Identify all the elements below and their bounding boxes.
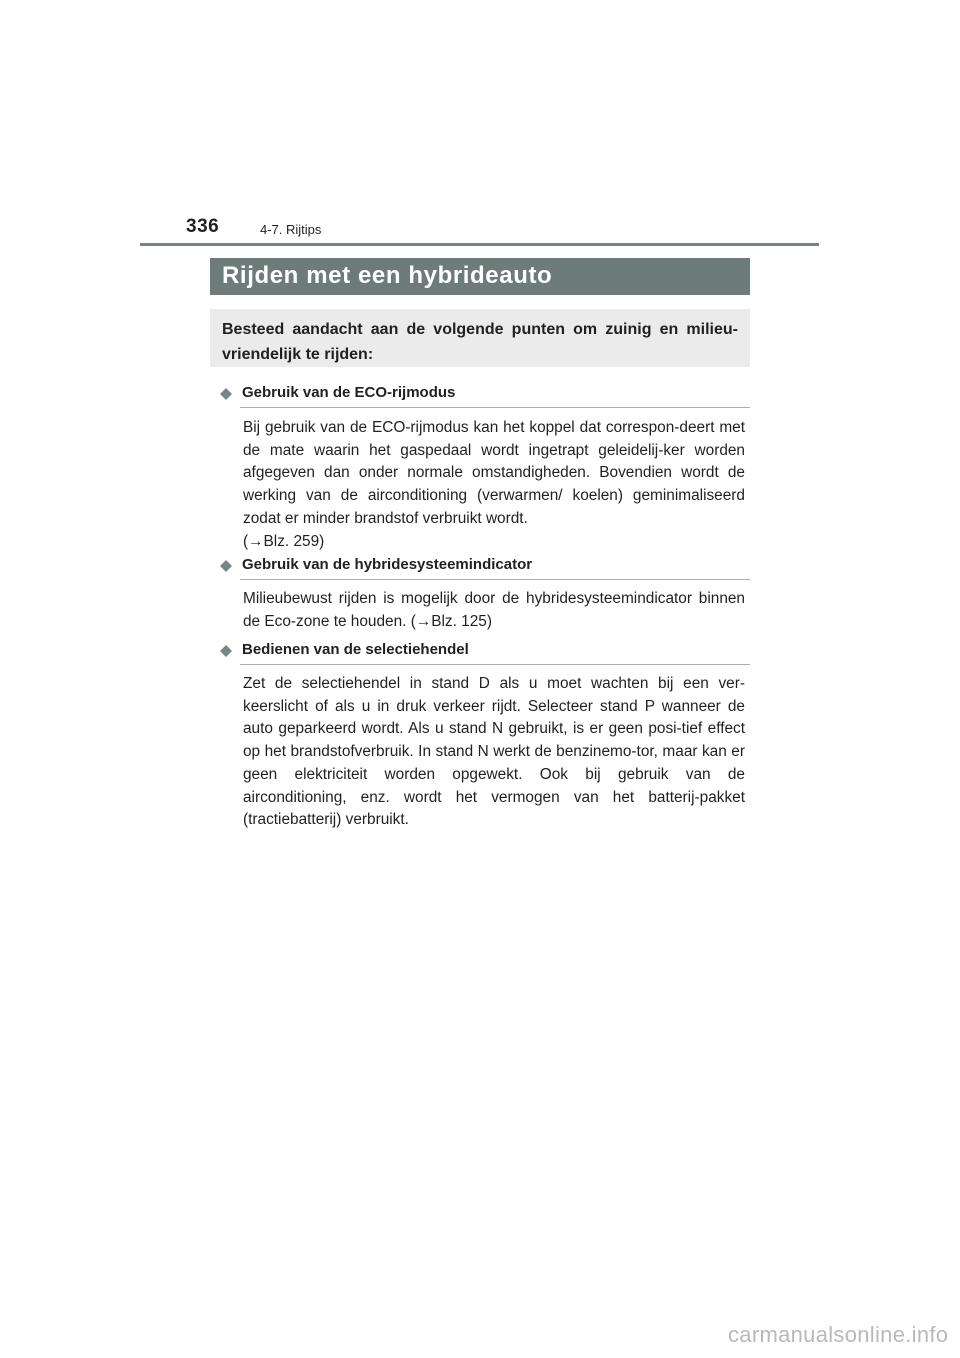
section-label: 4-7. Rijtips — [260, 222, 322, 237]
page-reference-link[interactable]: (→Blz. 259) — [243, 532, 325, 550]
paragraph-text: Zet de selectiehendel in stand D als u moet wachten bij een ver-keerslicht of als u in druk verkeer rijdt. Selecteer stand P wanneer de auto geparkeerd wordt. Als u stand N gebruikt, is er geen posi-tief effect op het brandstofverbruik. In stand N werkt de benzinemo-tor, maar kan er geen elektriciteit worden opgewekt. Ook bij gebruik van de airconditioning, enz. wordt het vermogen van het batterij-pakket (tractiebatterij) verbruikt. — [243, 675, 745, 829]
watermark: carmanualsonline.info — [728, 1322, 949, 1347]
sub-heading-rule — [240, 664, 750, 665]
sub-heading-rule — [240, 407, 750, 408]
page-title: Rijden met een hybrideauto — [222, 262, 553, 289]
intro-text: Besteed aandacht aan de volgende punten om zuinig en milieu-vriendelijk te rijden: — [222, 321, 738, 363]
page-number: 336 — [186, 216, 220, 237]
diamond-icon — [220, 560, 232, 572]
section-body-hybrid-indicator — [243, 588, 745, 633]
intro-box — [210, 309, 750, 367]
sub-heading-label: Gebruik van de ECO-rijmodus — [242, 384, 456, 401]
diamond-icon — [220, 645, 232, 657]
title-bar — [210, 258, 750, 295]
sub-heading-selector-lever — [220, 640, 750, 665]
header-rule — [140, 243, 819, 246]
sub-heading-eco-mode — [220, 383, 750, 408]
diamond-icon — [220, 388, 232, 400]
sub-heading-label: Bedienen van de selectiehendel — [242, 641, 469, 658]
paragraph-text: Bij gebruik van de ECO-rijmodus kan het koppel dat correspon-deert met de mate waarin het gaspedaal wordt ingetrapt geleidelij-ker worden afgegeven dan onder normale omstandigheden. Bovendien wordt de werking van de airconditioning (verwarmen/ koelen) geminimaliseerd zodat er minder brandstof verbruikt wordt. — [243, 419, 745, 527]
sub-heading-rule — [240, 579, 750, 580]
section-body-eco-mode — [243, 417, 745, 553]
section-body-selector-lever — [243, 673, 745, 832]
paragraph-text: Milieubewust rijden is mogelijk door de hybridesysteemindicator binnen de Eco-zone te houden. (→Blz. 125) — [243, 590, 745, 630]
sub-heading-hybrid-indicator — [220, 555, 750, 580]
sub-heading-label: Gebruik van de hybridesysteemindicator — [242, 556, 533, 573]
